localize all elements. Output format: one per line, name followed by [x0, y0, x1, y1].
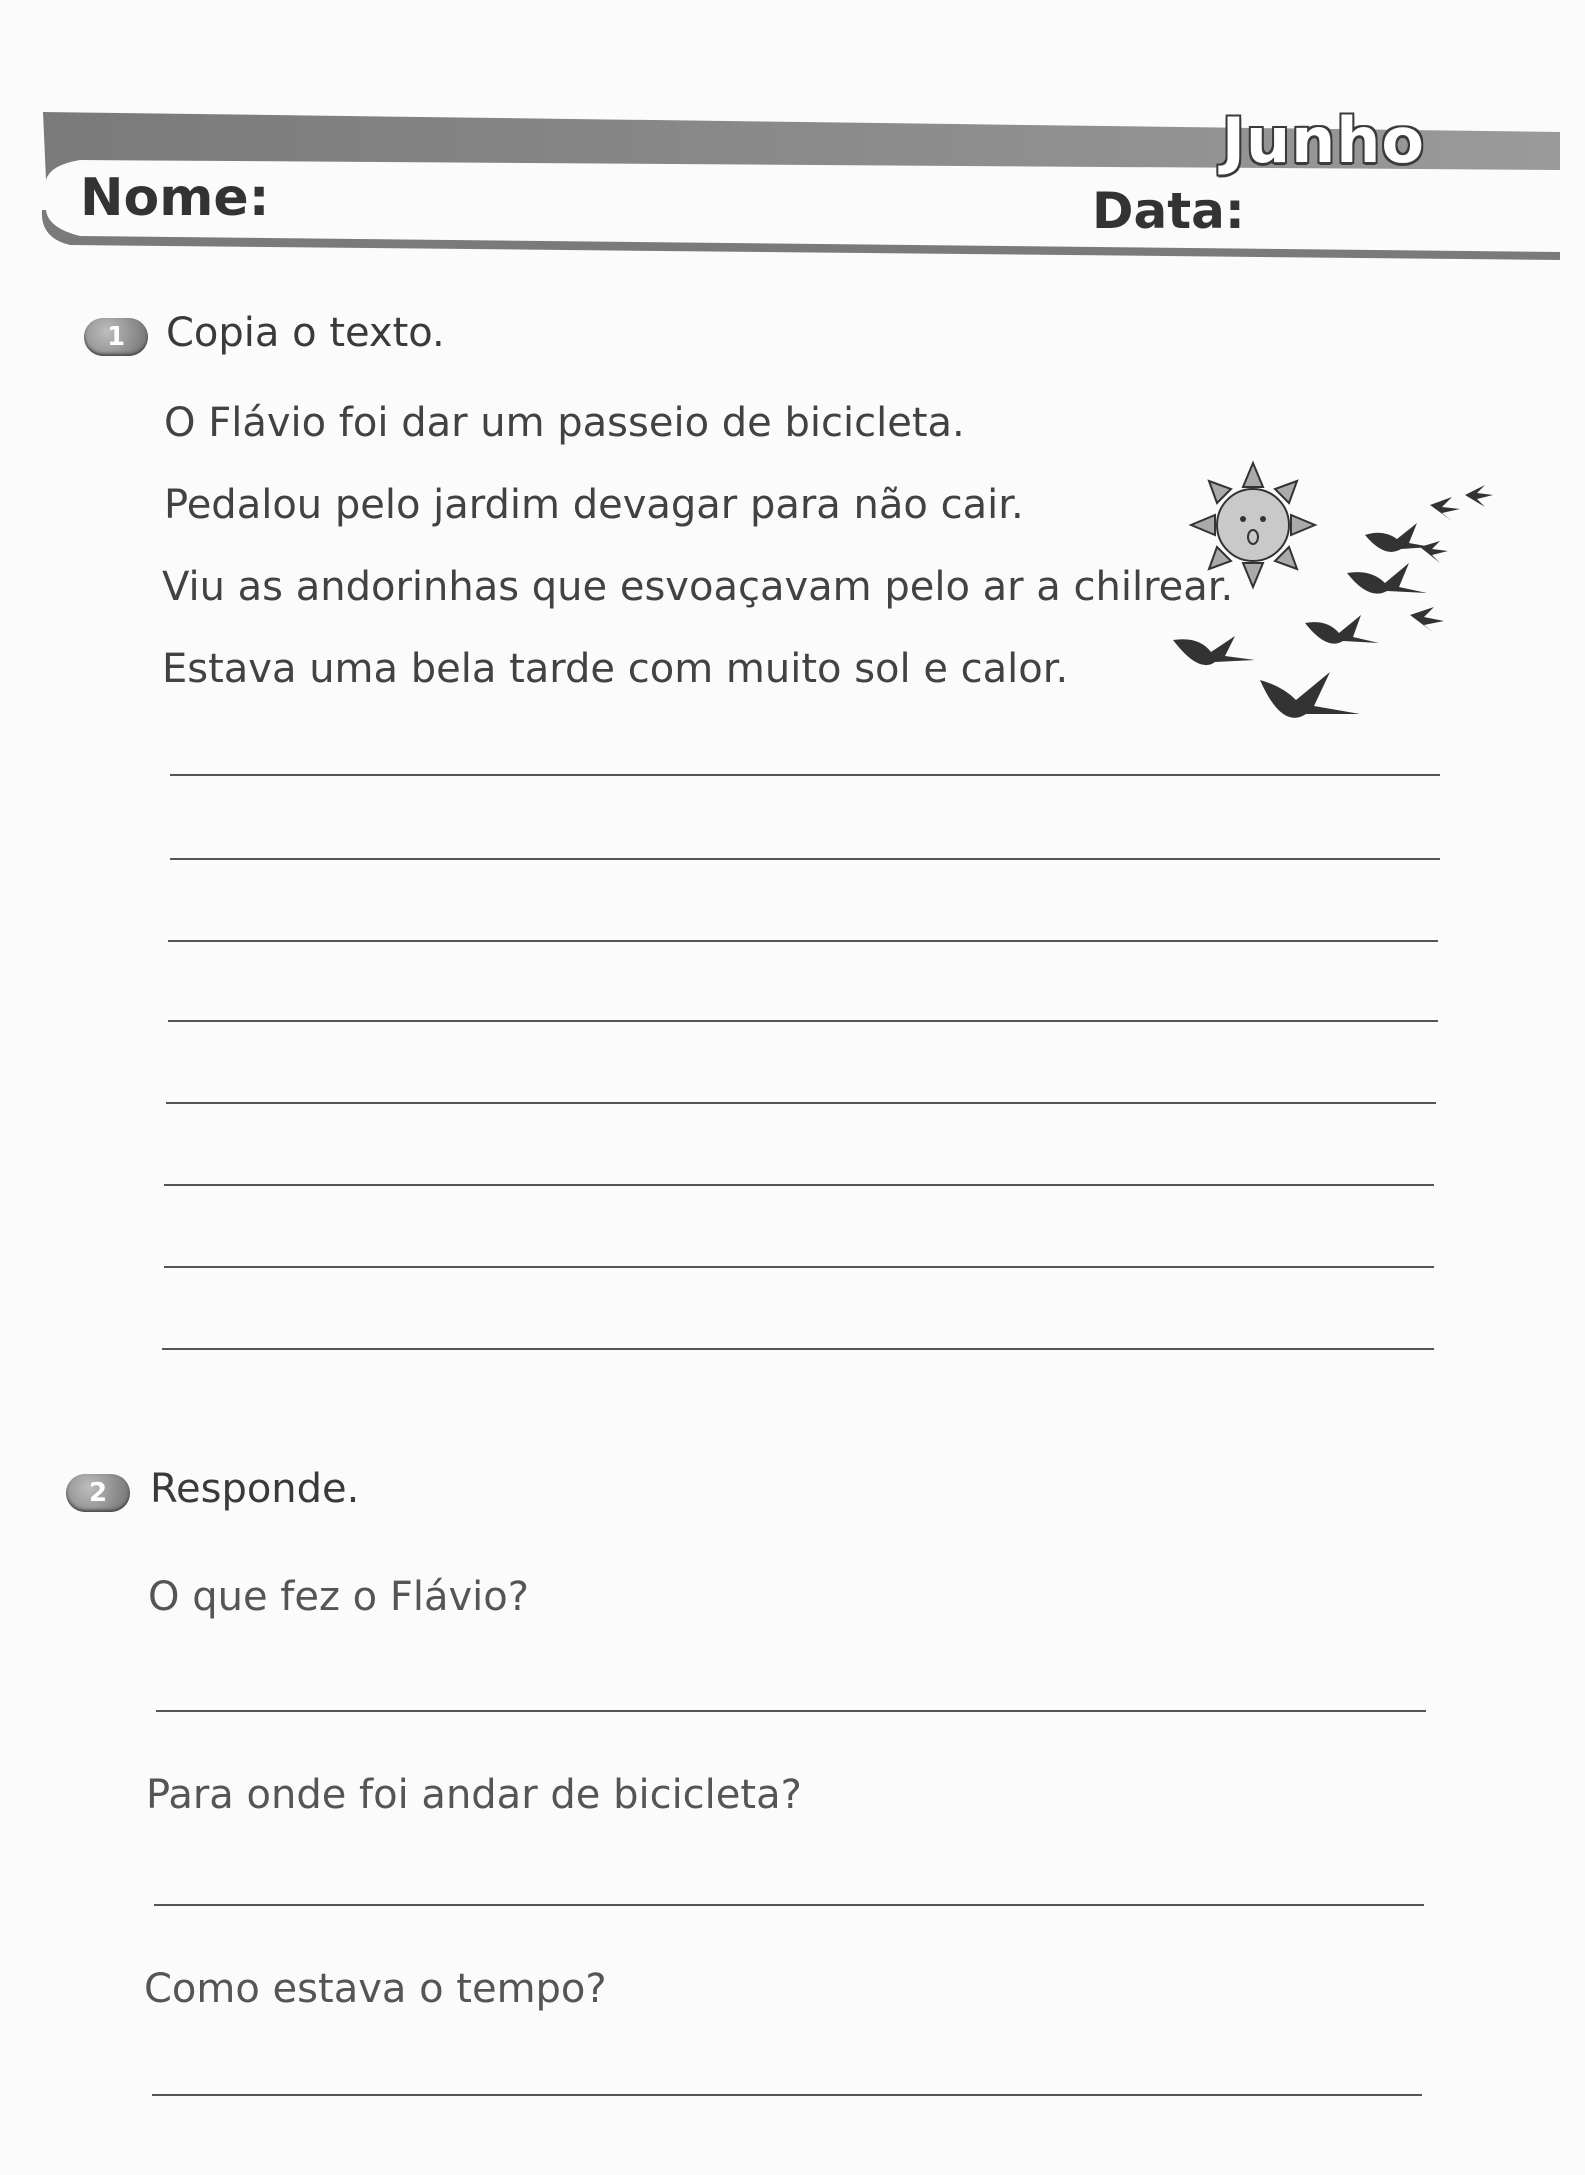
writing-line-7[interactable] [164, 1266, 1434, 1268]
answer-line-1[interactable] [156, 1710, 1426, 1712]
answer-line-2[interactable] [154, 1904, 1424, 1906]
writing-line-4[interactable] [168, 1020, 1438, 1022]
text-line-4: Estava uma bela tarde com muito sol e calor. [162, 646, 1069, 692]
header-band [40, 104, 1560, 260]
answer-line-3[interactable] [152, 2094, 1422, 2096]
question-1: O que fez o Flávio? [148, 1574, 529, 1620]
writing-line-6[interactable] [164, 1184, 1434, 1186]
sun-and-swallows-illustration [1165, 455, 1515, 749]
writing-line-8[interactable] [162, 1348, 1434, 1350]
writing-line-3[interactable] [168, 940, 1438, 942]
exercise-2-number-badge: 2 [66, 1474, 130, 1512]
exercise-2-instruction: Responde. [150, 1466, 360, 1512]
text-line-1: O Flávio foi dar um passeio de bicicleta. [164, 400, 965, 446]
question-3: Como estava o tempo? [144, 1966, 607, 2012]
month-title: Junho [1221, 104, 1425, 177]
question-2: Para onde foi andar de bicicleta? [146, 1772, 802, 1818]
exercise-1-number-badge: 1 [84, 318, 148, 356]
name-label: Nome: [80, 168, 270, 228]
writing-line-1[interactable] [170, 774, 1440, 776]
sun-icon [1191, 463, 1315, 587]
text-line-2: Pedalou pelo jardim devagar para não cair. [164, 482, 1024, 528]
writing-line-5[interactable] [166, 1102, 1436, 1104]
writing-line-2[interactable] [170, 858, 1440, 860]
date-label: Data: [1092, 182, 1245, 240]
text-line-3: Viu as andorinhas que esvoaçavam pelo ar a chilrear. [162, 564, 1234, 610]
exercise-1-instruction: Copia o texto. [166, 310, 445, 356]
